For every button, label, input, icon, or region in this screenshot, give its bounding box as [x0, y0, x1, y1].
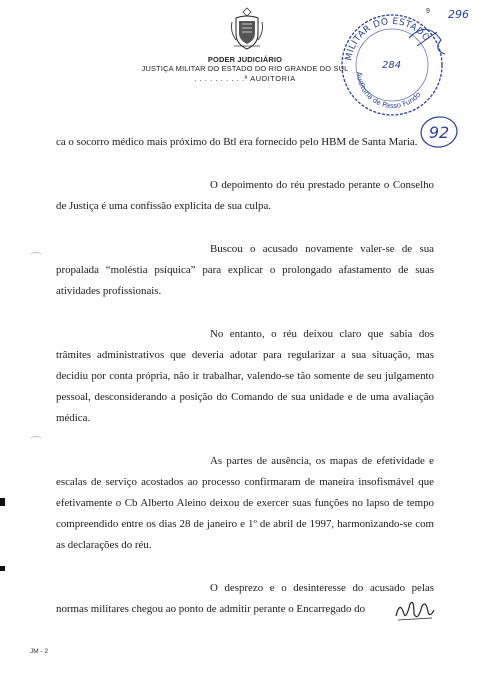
paragraph-2: O depoimento do réu prestado perante o Conselho de Justiça é uma confissão explícita de sua culpa. — [56, 179, 434, 212]
stamp-number: 284 — [382, 60, 402, 71]
handwritten-folio-number: 296 — [448, 8, 469, 21]
auditoria-stamp — [337, 10, 447, 120]
svg-text:Auditoria de Passo Fundo — [355, 72, 423, 110]
scan-edge-mark — [0, 498, 5, 506]
paragraph-6: O desprezo e o desinteresse do acusado pelas normas militares chegou ao ponto de admitir perante o Encarregado do — [56, 582, 434, 615]
paragraph-3: Buscou o acusado novamente valer-se de sua propalada “moléstia psíquica” para explicar o prolongado afastamento de suas atividades profissionais. — [56, 243, 434, 297]
signature-initials — [392, 596, 436, 624]
paragraph-4: No entanto, o réu deixou claro que sabia dos trâmites administrativos que deveria adotar para regularizar a sua situação, mas decidiu por conta própria, não ir trabalhar, valendo-se tão somente de seu julgamento pessoal, desconsiderando a posição do Comando de sua unidade e de uma avaliação médica. — [56, 328, 434, 424]
page-number: 9 — [426, 8, 430, 15]
header-line-1: PODER JUDICIÁRIO — [207, 55, 283, 64]
header-line-3: . . . . . . . . . .ª AUDITORIA — [194, 73, 296, 83]
paragraph-1: ca o socorro médico mais próximo do Btl era fornecido pelo HBM de Santa Maria. — [56, 136, 418, 148]
document-body — [56, 132, 434, 642]
circled-number: 92 — [428, 123, 450, 142]
scan-edge-mark — [0, 566, 5, 571]
coat-of-arms-icon — [230, 6, 264, 52]
paragraph-5: As partes de ausência, os mapas de efetividade e escalas de serviço acostados ao processo confirmaram de maneira insofismável que efetivamente o Cb Alberto Aleino deixou de exercer suas funções no lapso de tempo compreendido entre os dias 28 de janeiro e 1º de abril de 1997, harmonizando-se com as declarações do réu. — [56, 455, 434, 551]
stamp-bottom-text: Auditoria de Passo Fundo — [354, 71, 423, 111]
punch-hole-mark — [30, 252, 42, 259]
punch-hole-mark — [30, 436, 42, 443]
stamp-top-text: MILITAR DO ESTADO — [344, 16, 432, 62]
footer-code: JM - 2 — [30, 648, 49, 655]
header-line-2: JUSTIÇA MILITAR DO ESTADO DO RIO GRANDE DO SUL — [141, 64, 349, 74]
